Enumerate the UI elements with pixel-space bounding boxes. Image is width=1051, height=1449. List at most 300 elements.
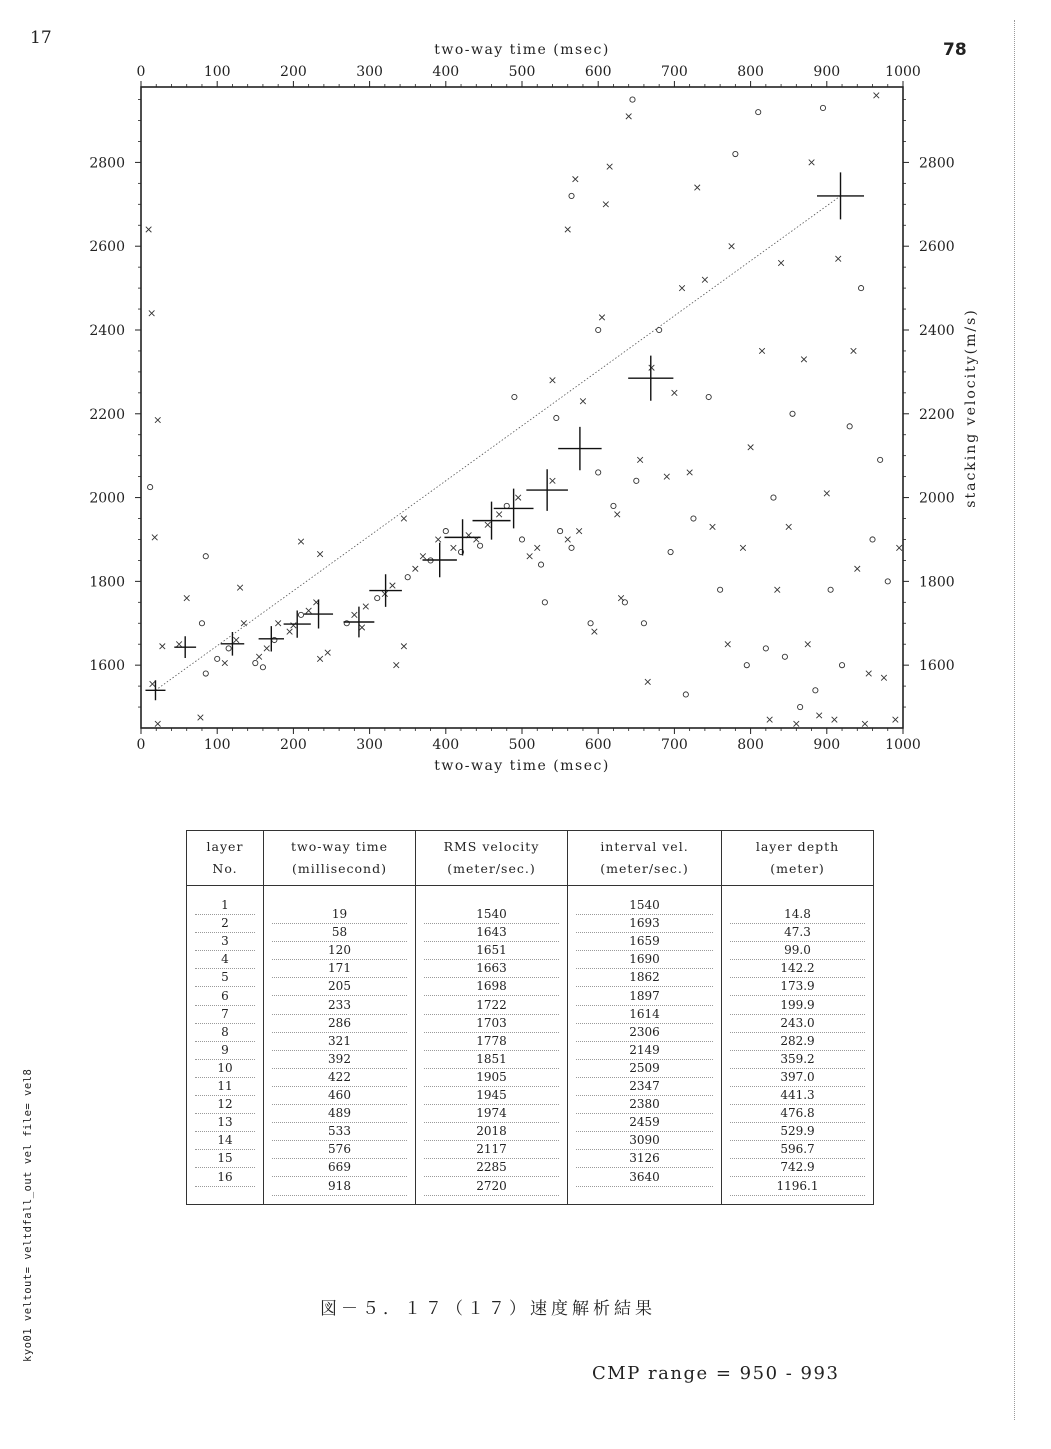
x-tick-label-top: 300 bbox=[356, 64, 383, 80]
semblance-point-cross bbox=[237, 585, 243, 591]
semblance-point-cross bbox=[874, 93, 880, 99]
semblance-point-cross bbox=[155, 417, 161, 423]
semblance-point-cross bbox=[664, 474, 670, 480]
semblance-point-cross bbox=[866, 671, 872, 677]
picked-velocity-marker bbox=[344, 607, 375, 638]
semblance-point-cross bbox=[363, 604, 369, 610]
table-cell: 233 bbox=[272, 996, 407, 1015]
semblance-point-cross bbox=[291, 623, 297, 629]
table-cell: 16 bbox=[195, 1168, 255, 1187]
x-tick-label-top: 0 bbox=[136, 64, 146, 80]
semblance-point-circle bbox=[569, 545, 574, 550]
table-cell: 2149 bbox=[576, 1041, 713, 1060]
semblance-point-circle bbox=[260, 665, 265, 670]
semblance-point-cross bbox=[534, 545, 540, 551]
semblance-point-circle bbox=[790, 411, 795, 416]
table-cell: 171 bbox=[272, 959, 407, 978]
semblance-point-cross bbox=[485, 522, 491, 528]
table-cell: 1722 bbox=[424, 996, 559, 1015]
semblance-point-circle bbox=[148, 485, 153, 490]
semblance-point-cross bbox=[184, 595, 190, 601]
y-tick-label-right: 2200 bbox=[919, 406, 955, 423]
semblance-point-circle bbox=[596, 327, 601, 332]
table-cell: 1614 bbox=[576, 1005, 713, 1024]
table-cell: 397.0 bbox=[730, 1068, 865, 1087]
semblance-point-cross bbox=[401, 516, 407, 522]
semblance-point-cross bbox=[694, 185, 700, 191]
x-tick-label-bottom: 300 bbox=[356, 737, 383, 753]
semblance-point-cross bbox=[603, 202, 609, 208]
cmp-range-label: CMP range = 950 - 993 bbox=[592, 1363, 840, 1384]
semblance-point-cross bbox=[198, 715, 204, 721]
semblance-point-circle bbox=[798, 704, 803, 709]
semblance-point-circle bbox=[375, 596, 380, 601]
table-cell: 321 bbox=[272, 1032, 407, 1051]
y-tick-label-left: 1800 bbox=[89, 574, 125, 591]
table-cell: 533 bbox=[272, 1122, 407, 1141]
semblance-point-circle bbox=[512, 394, 517, 399]
y-tick-label-right: 2000 bbox=[919, 490, 955, 507]
semblance-point-circle bbox=[199, 621, 204, 626]
semblance-point-cross bbox=[687, 470, 693, 476]
table-cell: 1945 bbox=[424, 1086, 559, 1105]
semblance-point-circle bbox=[820, 105, 825, 110]
semblance-point-circle bbox=[405, 575, 410, 580]
semblance-point-cross bbox=[607, 164, 613, 170]
x-tick-label-top: 800 bbox=[737, 64, 764, 80]
header-line: layer depth bbox=[755, 839, 840, 854]
picked-velocity-marker bbox=[444, 519, 480, 555]
semblance-point-cross bbox=[626, 114, 632, 120]
semblance-point-circle bbox=[634, 478, 639, 483]
table-cell: 742.9 bbox=[730, 1158, 865, 1177]
table-cell: 489 bbox=[272, 1104, 407, 1123]
y-axis-title: stacking velocity(m/s) bbox=[963, 308, 979, 508]
header-line: layer bbox=[206, 839, 244, 854]
header-line: RMS velocity bbox=[443, 839, 540, 854]
table-cell: 5 bbox=[195, 968, 255, 987]
semblance-point-circle bbox=[668, 549, 673, 554]
table-cell: 2117 bbox=[424, 1140, 559, 1159]
table-cell: 205 bbox=[272, 977, 407, 996]
header-line: two-way time bbox=[291, 839, 388, 854]
semblance-point-circle bbox=[771, 495, 776, 500]
table-cell: 2 bbox=[195, 914, 255, 933]
semblance-point-cross bbox=[835, 256, 841, 262]
picked-velocity-marker bbox=[174, 636, 196, 658]
semblance-point-cross bbox=[550, 478, 556, 484]
semblance-point-cross bbox=[729, 243, 735, 249]
semblance-point-cross bbox=[565, 227, 571, 233]
semblance-point-cross bbox=[306, 608, 312, 614]
table-header-row bbox=[187, 831, 874, 886]
x-tick-label-bottom: 400 bbox=[432, 737, 460, 753]
table-cell: 15 bbox=[195, 1149, 255, 1168]
semblance-point-cross bbox=[832, 717, 838, 723]
semblance-point-circle bbox=[611, 503, 616, 508]
semblance-point-cross bbox=[382, 591, 388, 597]
semblance-point-cross bbox=[298, 539, 304, 545]
table-cell: 120 bbox=[272, 941, 407, 960]
semblance-point-cross bbox=[317, 656, 323, 662]
y-tick-label-left: 2800 bbox=[89, 155, 125, 172]
table-cell: 2459 bbox=[576, 1113, 713, 1132]
semblance-point-circle bbox=[253, 660, 258, 665]
semblance-point-cross bbox=[233, 637, 239, 643]
table-cell: 99.0 bbox=[730, 941, 865, 960]
picked-velocity-marker bbox=[259, 626, 284, 651]
semblance-point-circle bbox=[782, 654, 787, 659]
x-tick-label-top: 600 bbox=[584, 64, 612, 80]
semblance-point-cross bbox=[160, 644, 166, 650]
semblance-point-cross bbox=[390, 583, 396, 589]
semblance-point-cross bbox=[359, 625, 365, 631]
semblance-point-cross bbox=[420, 553, 426, 559]
semblance-point-cross bbox=[881, 675, 887, 681]
x-tick-label-bottom: 1000 bbox=[885, 737, 921, 753]
semblance-point-cross bbox=[862, 721, 868, 727]
table-cell: 243.0 bbox=[730, 1014, 865, 1033]
semblance-point-cross bbox=[149, 310, 155, 316]
semblance-point-circle bbox=[744, 663, 749, 668]
semblance-point-cross bbox=[287, 629, 293, 635]
semblance-point-cross bbox=[325, 650, 331, 656]
semblance-point-cross bbox=[851, 348, 857, 354]
y-tick-label-right: 2600 bbox=[919, 239, 955, 256]
table-cell: 173.9 bbox=[730, 977, 865, 996]
table-cell: 2720 bbox=[424, 1177, 559, 1196]
header-line: No. bbox=[212, 861, 238, 876]
semblance-point-cross bbox=[176, 641, 182, 647]
header-interval-vel bbox=[568, 831, 722, 886]
semblance-point-cross bbox=[801, 357, 807, 363]
semblance-point-circle bbox=[878, 457, 883, 462]
table-cell: 1540 bbox=[576, 896, 713, 915]
semblance-point-cross bbox=[275, 620, 281, 626]
table-cell: 47.3 bbox=[730, 923, 865, 942]
semblance-point-circle bbox=[718, 587, 723, 592]
table-cell: 3126 bbox=[576, 1149, 713, 1168]
table-cell: 1690 bbox=[576, 950, 713, 969]
semblance-point-circle bbox=[554, 415, 559, 420]
semblance-point-circle bbox=[870, 537, 875, 542]
table-cell: 19 bbox=[272, 905, 407, 924]
semblance-point-circle bbox=[813, 688, 818, 693]
picked-velocity-marker bbox=[628, 356, 673, 401]
semblance-point-cross bbox=[256, 654, 262, 660]
semblance-point-cross bbox=[393, 662, 399, 668]
table-cell: 476.8 bbox=[730, 1104, 865, 1123]
table-cell: 1897 bbox=[576, 987, 713, 1006]
table-cell: 1693 bbox=[576, 914, 713, 933]
semblance-point-cross bbox=[241, 620, 247, 626]
table-cell: 2380 bbox=[576, 1095, 713, 1114]
semblance-point-cross bbox=[854, 566, 860, 572]
trend-line bbox=[155, 196, 840, 690]
semblance-point-cross bbox=[401, 644, 407, 650]
header-two-way-time bbox=[264, 831, 416, 886]
x-axis-title-bottom: two-way time (msec) bbox=[434, 758, 610, 774]
table-cell: 13 bbox=[195, 1113, 255, 1132]
table-cell: 2018 bbox=[424, 1122, 559, 1141]
semblance-point-circle bbox=[596, 470, 601, 475]
semblance-point-cross bbox=[794, 721, 800, 727]
table-cell: 359.2 bbox=[730, 1050, 865, 1069]
x-tick-label-bottom: 500 bbox=[508, 737, 536, 753]
semblance-point-cross bbox=[710, 524, 716, 530]
semblance-point-circle bbox=[839, 663, 844, 668]
x-tick-label-top: 900 bbox=[813, 64, 841, 80]
semblance-point-circle bbox=[226, 646, 231, 651]
semblance-point-cross bbox=[413, 566, 419, 572]
semblance-point-cross bbox=[893, 717, 899, 723]
semblance-point-circle bbox=[538, 562, 543, 567]
table-cell: 1643 bbox=[424, 923, 559, 942]
semblance-point-cross bbox=[767, 717, 773, 723]
table-cell: 14 bbox=[195, 1131, 255, 1150]
semblance-point-cross bbox=[614, 512, 620, 518]
semblance-point-circle bbox=[588, 621, 593, 626]
side-file-label: kyo01 veltout= veltdfall_out vel file= vel8 bbox=[22, 1068, 34, 1362]
table-cell: 1 bbox=[195, 896, 255, 915]
semblance-point-circle bbox=[519, 537, 524, 542]
table-cell: 669 bbox=[272, 1158, 407, 1177]
header-rms-velocity bbox=[416, 831, 568, 886]
x-tick-label-top: 1000 bbox=[885, 64, 921, 80]
semblance-point-circle bbox=[657, 327, 662, 332]
y-tick-label-right: 1600 bbox=[919, 658, 955, 675]
semblance-point-circle bbox=[691, 516, 696, 521]
table-cell: 7 bbox=[195, 1005, 255, 1024]
semblance-point-cross bbox=[451, 545, 457, 551]
table-cell: 11 bbox=[195, 1077, 255, 1096]
table-cell: 282.9 bbox=[730, 1032, 865, 1051]
x-tick-label-bottom: 0 bbox=[136, 737, 146, 753]
header-line: (meter) bbox=[770, 861, 825, 876]
table-cell: 1974 bbox=[424, 1104, 559, 1123]
table-cell: 2509 bbox=[576, 1059, 713, 1078]
table-cell: 4 bbox=[195, 950, 255, 969]
y-tick-label-left: 2400 bbox=[89, 322, 125, 339]
picked-velocity-marker bbox=[221, 632, 245, 656]
semblance-point-cross bbox=[748, 445, 754, 451]
table-cell: 1196.1 bbox=[730, 1177, 865, 1196]
semblance-point-cross bbox=[573, 176, 579, 182]
table-cell: 6 bbox=[195, 987, 255, 1006]
table-cell: 576 bbox=[272, 1140, 407, 1159]
semblance-point-circle bbox=[443, 528, 448, 533]
semblance-point-circle bbox=[733, 151, 738, 156]
semblance-point-cross bbox=[264, 646, 270, 652]
x-tick-label-bottom: 600 bbox=[584, 737, 612, 753]
semblance-point-cross bbox=[352, 612, 358, 618]
table-cell: 1698 bbox=[424, 977, 559, 996]
plot-layer bbox=[145, 93, 902, 727]
semblance-point-cross bbox=[672, 390, 678, 396]
x-tick-label-bottom: 700 bbox=[661, 737, 688, 753]
x-tick-label-top: 200 bbox=[280, 64, 307, 80]
semblance-point-circle bbox=[558, 528, 563, 533]
semblance-point-cross bbox=[317, 551, 323, 557]
semblance-point-cross bbox=[759, 348, 765, 354]
semblance-point-cross bbox=[152, 535, 158, 541]
semblance-point-cross bbox=[527, 553, 533, 559]
picked-velocity-marker bbox=[145, 680, 165, 700]
x-axis-title-top: two-way time (msec) bbox=[434, 42, 610, 58]
page-number-left: 17 bbox=[30, 28, 52, 48]
table-cell: 199.9 bbox=[730, 996, 865, 1015]
table-cell: 460 bbox=[272, 1086, 407, 1105]
table-cell: 2347 bbox=[576, 1077, 713, 1096]
semblance-point-cross bbox=[702, 277, 708, 283]
semblance-point-circle bbox=[756, 110, 761, 115]
column-rms-velocity bbox=[416, 886, 568, 1205]
semblance-point-cross bbox=[435, 537, 441, 543]
semblance-point-cross bbox=[824, 491, 830, 497]
x-tick-label-bottom: 800 bbox=[737, 737, 764, 753]
semblance-point-circle bbox=[847, 424, 852, 429]
table-cell: 10 bbox=[195, 1059, 255, 1078]
semblance-point-cross bbox=[679, 285, 685, 291]
semblance-point-circle bbox=[298, 612, 303, 617]
picked-velocity-marker bbox=[526, 469, 568, 511]
table-cell: 9 bbox=[195, 1041, 255, 1060]
semblance-point-circle bbox=[763, 646, 768, 651]
table-cell: 1778 bbox=[424, 1032, 559, 1051]
semblance-point-cross bbox=[580, 398, 586, 404]
picked-velocity-marker bbox=[494, 489, 534, 529]
semblance-point-cross bbox=[146, 227, 152, 233]
table-cell: 12 bbox=[195, 1095, 255, 1114]
semblance-point-cross bbox=[645, 679, 651, 685]
semblance-point-cross bbox=[599, 315, 605, 321]
table-cell: 142.2 bbox=[730, 959, 865, 978]
y-tick-label-right: 2400 bbox=[919, 322, 955, 339]
semblance-point-cross bbox=[576, 528, 582, 534]
semblance-point-cross bbox=[740, 545, 746, 551]
axis-layer bbox=[89, 64, 954, 753]
table-cell: 1851 bbox=[424, 1050, 559, 1069]
plot-frame bbox=[141, 87, 903, 728]
table-cell: 392 bbox=[272, 1050, 407, 1069]
header-line: (meter/sec.) bbox=[447, 861, 536, 876]
table-cell: 3 bbox=[195, 932, 255, 951]
header-line: (meter/sec.) bbox=[600, 861, 689, 876]
semblance-point-circle bbox=[828, 587, 833, 592]
picked-velocity-marker bbox=[423, 543, 457, 577]
header-layer-depth bbox=[722, 831, 874, 886]
x-tick-label-bottom: 900 bbox=[813, 737, 841, 753]
header-layer-no bbox=[187, 831, 264, 886]
table-cell: 58 bbox=[272, 923, 407, 942]
table-cell: 529.9 bbox=[730, 1122, 865, 1141]
figure-caption: 図－５．１７（１７）速度解析結果 bbox=[320, 1299, 656, 1319]
semblance-point-cross bbox=[550, 377, 556, 383]
header-line: (millisecond) bbox=[292, 861, 387, 876]
semblance-point-circle bbox=[630, 97, 635, 102]
semblance-point-cross bbox=[565, 537, 571, 543]
table-cell: 1651 bbox=[424, 941, 559, 960]
column-layer-depth bbox=[722, 886, 874, 1205]
table-cell: 441.3 bbox=[730, 1086, 865, 1105]
semblance-point-cross bbox=[805, 641, 811, 647]
semblance-point-cross bbox=[515, 495, 521, 501]
x-tick-label-bottom: 200 bbox=[280, 737, 307, 753]
semblance-point-cross bbox=[786, 524, 792, 530]
semblance-point-cross bbox=[896, 545, 902, 551]
semblance-point-cross bbox=[809, 160, 815, 166]
y-tick-label-left: 2600 bbox=[89, 239, 125, 256]
velocity-table-wrapper bbox=[186, 830, 874, 1205]
semblance-point-cross bbox=[725, 641, 731, 647]
semblance-point-cross bbox=[150, 681, 156, 687]
semblance-point-circle bbox=[706, 394, 711, 399]
semblance-point-circle bbox=[683, 692, 688, 697]
table-cell: 918 bbox=[272, 1177, 407, 1196]
page-number-right: 78 bbox=[943, 40, 967, 60]
semblance-point-cross bbox=[778, 260, 784, 266]
table-cell: 2285 bbox=[424, 1158, 559, 1177]
semblance-point-circle bbox=[203, 554, 208, 559]
table-cell: 14.8 bbox=[730, 905, 865, 924]
semblance-point-cross bbox=[592, 629, 598, 635]
table-cell: 1659 bbox=[576, 932, 713, 951]
y-tick-label-left: 2000 bbox=[89, 490, 125, 507]
column-layer-no bbox=[187, 886, 264, 1205]
semblance-point-circle bbox=[885, 579, 890, 584]
y-tick-label-left: 2200 bbox=[89, 406, 125, 423]
semblance-point-circle bbox=[622, 600, 627, 605]
semblance-point-cross bbox=[637, 457, 643, 463]
table-cell: 596.7 bbox=[730, 1140, 865, 1159]
semblance-point-circle bbox=[215, 656, 220, 661]
table-cell: 1663 bbox=[424, 959, 559, 978]
semblance-point-circle bbox=[542, 600, 547, 605]
table-cell: 3090 bbox=[576, 1131, 713, 1150]
header-line: interval vel. bbox=[600, 839, 689, 854]
semblance-point-cross bbox=[222, 660, 228, 666]
table-cell: 1905 bbox=[424, 1068, 559, 1087]
semblance-point-circle bbox=[569, 193, 574, 198]
semblance-point-cross bbox=[649, 365, 655, 371]
column-two-way-time bbox=[264, 886, 416, 1205]
semblance-point-circle bbox=[203, 671, 208, 676]
column-interval-vel bbox=[568, 886, 722, 1205]
x-tick-label-bottom: 100 bbox=[203, 737, 231, 753]
semblance-point-cross bbox=[774, 587, 780, 593]
semblance-point-circle bbox=[477, 543, 482, 548]
table-cell: 3640 bbox=[576, 1168, 713, 1187]
picked-velocity-marker bbox=[369, 574, 402, 607]
x-tick-label-top: 400 bbox=[432, 64, 460, 80]
semblance-point-cross bbox=[816, 713, 822, 719]
table-cell: 1540 bbox=[424, 905, 559, 924]
semblance-point-circle bbox=[858, 285, 863, 290]
table-cell: 8 bbox=[195, 1023, 255, 1042]
y-tick-label-left: 1600 bbox=[89, 658, 125, 675]
table-cell: 2306 bbox=[576, 1023, 713, 1042]
semblance-point-cross bbox=[155, 721, 161, 727]
x-tick-label-top: 700 bbox=[661, 64, 688, 80]
x-tick-label-top: 500 bbox=[508, 64, 536, 80]
y-tick-label-right: 1800 bbox=[919, 574, 955, 591]
picked-velocity-marker bbox=[558, 427, 601, 470]
picked-velocity-marker bbox=[817, 172, 864, 219]
table-cell: 1703 bbox=[424, 1014, 559, 1033]
y-tick-label-right: 2800 bbox=[919, 155, 955, 172]
table-body-row bbox=[187, 886, 874, 1205]
table-cell: 286 bbox=[272, 1014, 407, 1033]
